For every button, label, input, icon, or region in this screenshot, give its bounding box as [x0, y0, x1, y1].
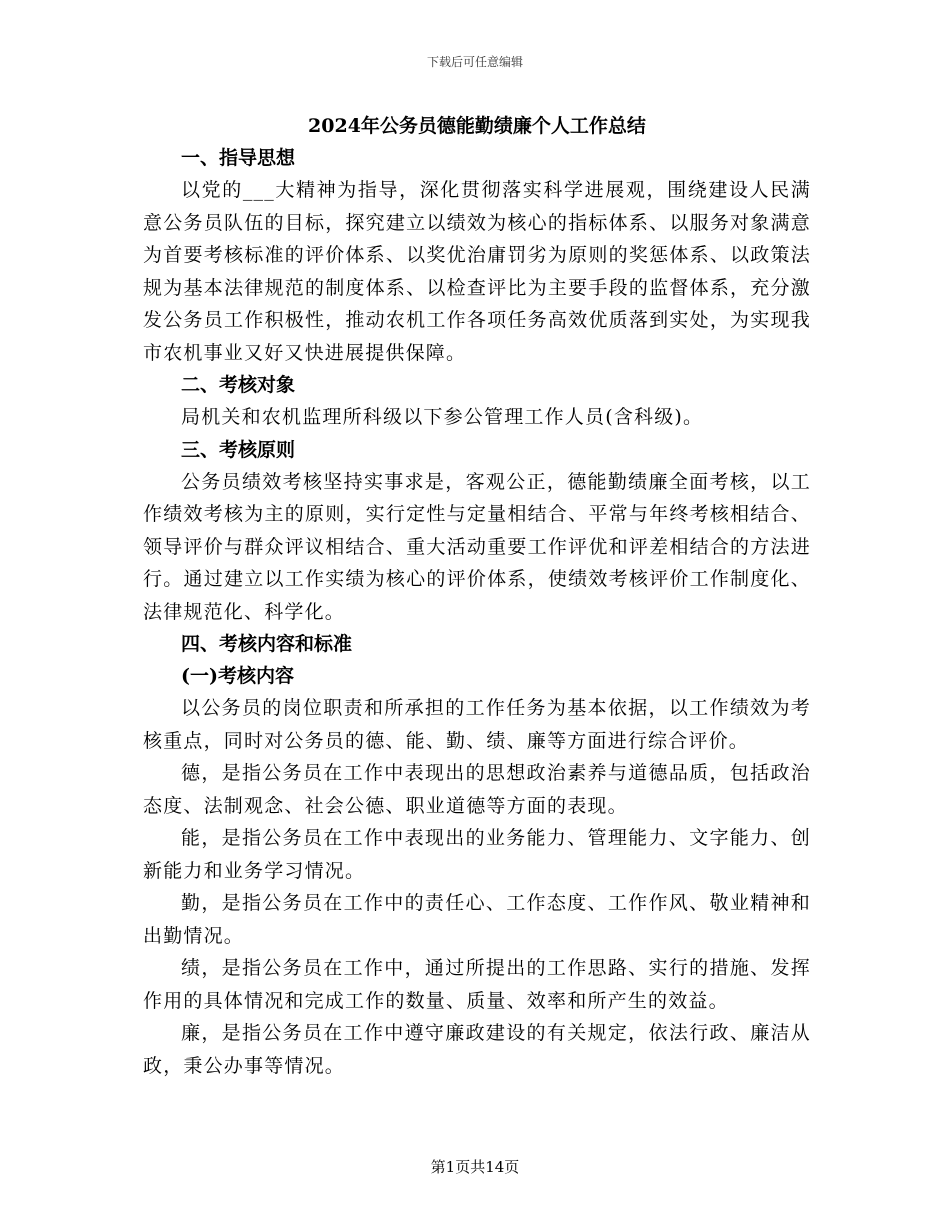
- section-heading-assessment-principles: 三、考核原则: [181, 438, 296, 461]
- paragraph-assessment-content: 以公务员的岗位职责和所承担的工作任务为基本依据，以工作绩效为考核重点，同时对公务员的德、能、勤、绩、廉等方面进行综合评价。: [143, 697, 811, 752]
- document-title: 2024年公务员德能勤绩廉个人工作总结: [308, 115, 646, 137]
- paragraph-achievement: 绩，是指公务员在工作中，通过所提出的工作思路、实行的措施、发挥作用的具体情况和完成工作的数量、质量、效率和所产生的效益。: [143, 957, 811, 1012]
- paragraph-assessment-principles: 公务员绩效考核坚持实事求是，客观公正，德能勤绩廉全面考核，以工作绩效考核为主的原则，实行定性与定量相结合、平常与年终考核相结合、领导评价与群众评议相结合、重大活动重要工作评优和评差相结合的方法进行。通过建立以工作实绩为核心的评价体系，使绩效考核评价工作制度化、法律规范化、科学化。: [143, 470, 811, 623]
- header-note: 下载后可任意编辑: [426, 55, 523, 69]
- paragraph-ability: 能，是指公务员在工作中表现出的业务能力、管理能力、文字能力、创新能力和业务学习情况。: [143, 827, 811, 882]
- subsection-heading-assessment-content: (一)考核内容: [181, 665, 294, 687]
- paragraph-guiding-ideology: 以党的___大精神为指导，深化贯彻落实科学进展观，围绕建设人民满意公务员队伍的目标，探究建立以绩效为核心的指标体系、以服务对象满意为首要考核标准的评价体系、以奖优治庸罚劣为原则的奖惩体系、以政策法规为基本法律规范的制度体系、以检查评比为主要手段的监督体系，充分激发公务员工作积极性，推动农机工作各项任务高效优质落到实处，为实现我市农机事业又好又快进展提供保障。: [143, 179, 811, 364]
- section-heading-assessment-targets: 二、考核对象: [181, 374, 296, 396]
- paragraph-assessment-targets: 局机关和农机监理所科级以下参公管理工作人员(含科级)。: [181, 406, 704, 428]
- paragraph-virtue: 德，是指公务员在工作中表现出的思想政治素养与道德品质，包括政治态度、法制观念、社会公德、职业道德等方面的表现。: [143, 762, 811, 817]
- paragraph-integrity: 廉，是指公务员在工作中遵守廉政建设的有关规定，依法行政、廉洁从政，秉公办事等情况。: [143, 1022, 811, 1077]
- document-body: [143, 110, 811, 1082]
- paragraph-diligence: 勤，是指公务员在工作中的责任心、工作态度、工作作风、敬业精神和出勤情况。: [143, 892, 811, 947]
- page-footer: 第1页共14页: [430, 1158, 520, 1176]
- section-heading-content-and-standards: 四、考核内容和标准: [181, 633, 353, 655]
- section-heading-guiding-ideology: 一、指导思想: [181, 147, 296, 169]
